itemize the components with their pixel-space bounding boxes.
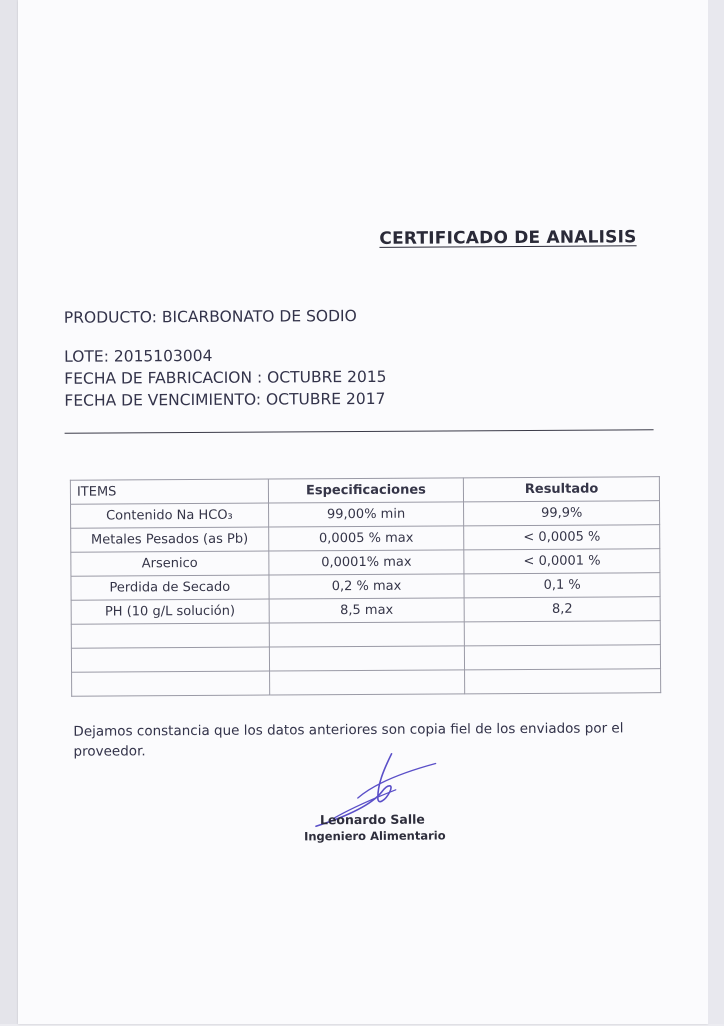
separator-rule xyxy=(65,429,654,434)
header-items: ITEMS xyxy=(70,479,268,504)
item-cell: Metales Pesados (as Pb) xyxy=(71,527,269,552)
analysis-table xyxy=(70,476,661,697)
signatory-role: Ingeniero Alimentario xyxy=(304,828,446,844)
item-cell: Perdida de Secado xyxy=(71,575,269,600)
table-row xyxy=(71,549,660,577)
table-row xyxy=(71,597,660,625)
empty-cell xyxy=(269,622,465,647)
table-row xyxy=(71,525,660,553)
empty-cell xyxy=(269,646,465,671)
item-cell: Contenido Na HCO₃ xyxy=(71,503,269,528)
empty-table-row xyxy=(72,669,661,697)
empty-table-row xyxy=(71,645,660,673)
spec-cell: 0,2 % max xyxy=(269,574,465,599)
item-cell: PH (10 g/L solución) xyxy=(71,599,269,624)
empty-cell xyxy=(465,645,661,670)
lote-line: LOTE: 2015103004 xyxy=(64,346,213,366)
header-specifications: Especificaciones xyxy=(268,478,464,503)
empty-cell xyxy=(72,671,270,696)
result-cell: < 0,0005 % xyxy=(464,525,660,550)
fabrication-date-line: FECHA DE FABRICACION : OCTUBRE 2015 xyxy=(64,367,387,388)
table-row xyxy=(71,501,660,529)
empty-cell xyxy=(465,621,661,646)
header-result: Resultado xyxy=(464,477,660,502)
product-line: PRODUCTO: BICARBONATO DE SODIO xyxy=(63,307,357,327)
empty-cell xyxy=(71,647,269,672)
table-header-row xyxy=(70,477,659,505)
declaration-note: Dejamos constancia que los datos anteriores son copia fiel de los enviados por el proveedor. xyxy=(73,720,624,760)
empty-cell xyxy=(465,669,661,694)
table-body xyxy=(71,501,661,697)
result-cell: < 0,0001 % xyxy=(464,549,660,574)
expiry-date-line: FECHA DE VENCIMIENTO: OCTUBRE 2017 xyxy=(64,389,386,410)
item-cell: Arsenico xyxy=(71,551,269,576)
document-title: CERTIFICADO DE ANALISIS xyxy=(379,227,637,249)
spec-cell: 0,0005 % max xyxy=(268,526,464,551)
result-cell: 0,1 % xyxy=(464,573,660,598)
spec-cell: 0,0001% max xyxy=(268,550,464,575)
signatory-name: Leonardo Salle xyxy=(319,811,425,828)
empty-cell xyxy=(269,670,465,695)
spec-cell: 8,5 max xyxy=(269,598,465,623)
spec-cell: 99,00% min xyxy=(268,502,464,527)
table-row xyxy=(71,573,660,601)
empty-cell xyxy=(71,623,269,648)
empty-table-row xyxy=(71,621,660,649)
result-cell: 99,9% xyxy=(464,501,660,526)
result-cell: 8,2 xyxy=(464,597,660,622)
